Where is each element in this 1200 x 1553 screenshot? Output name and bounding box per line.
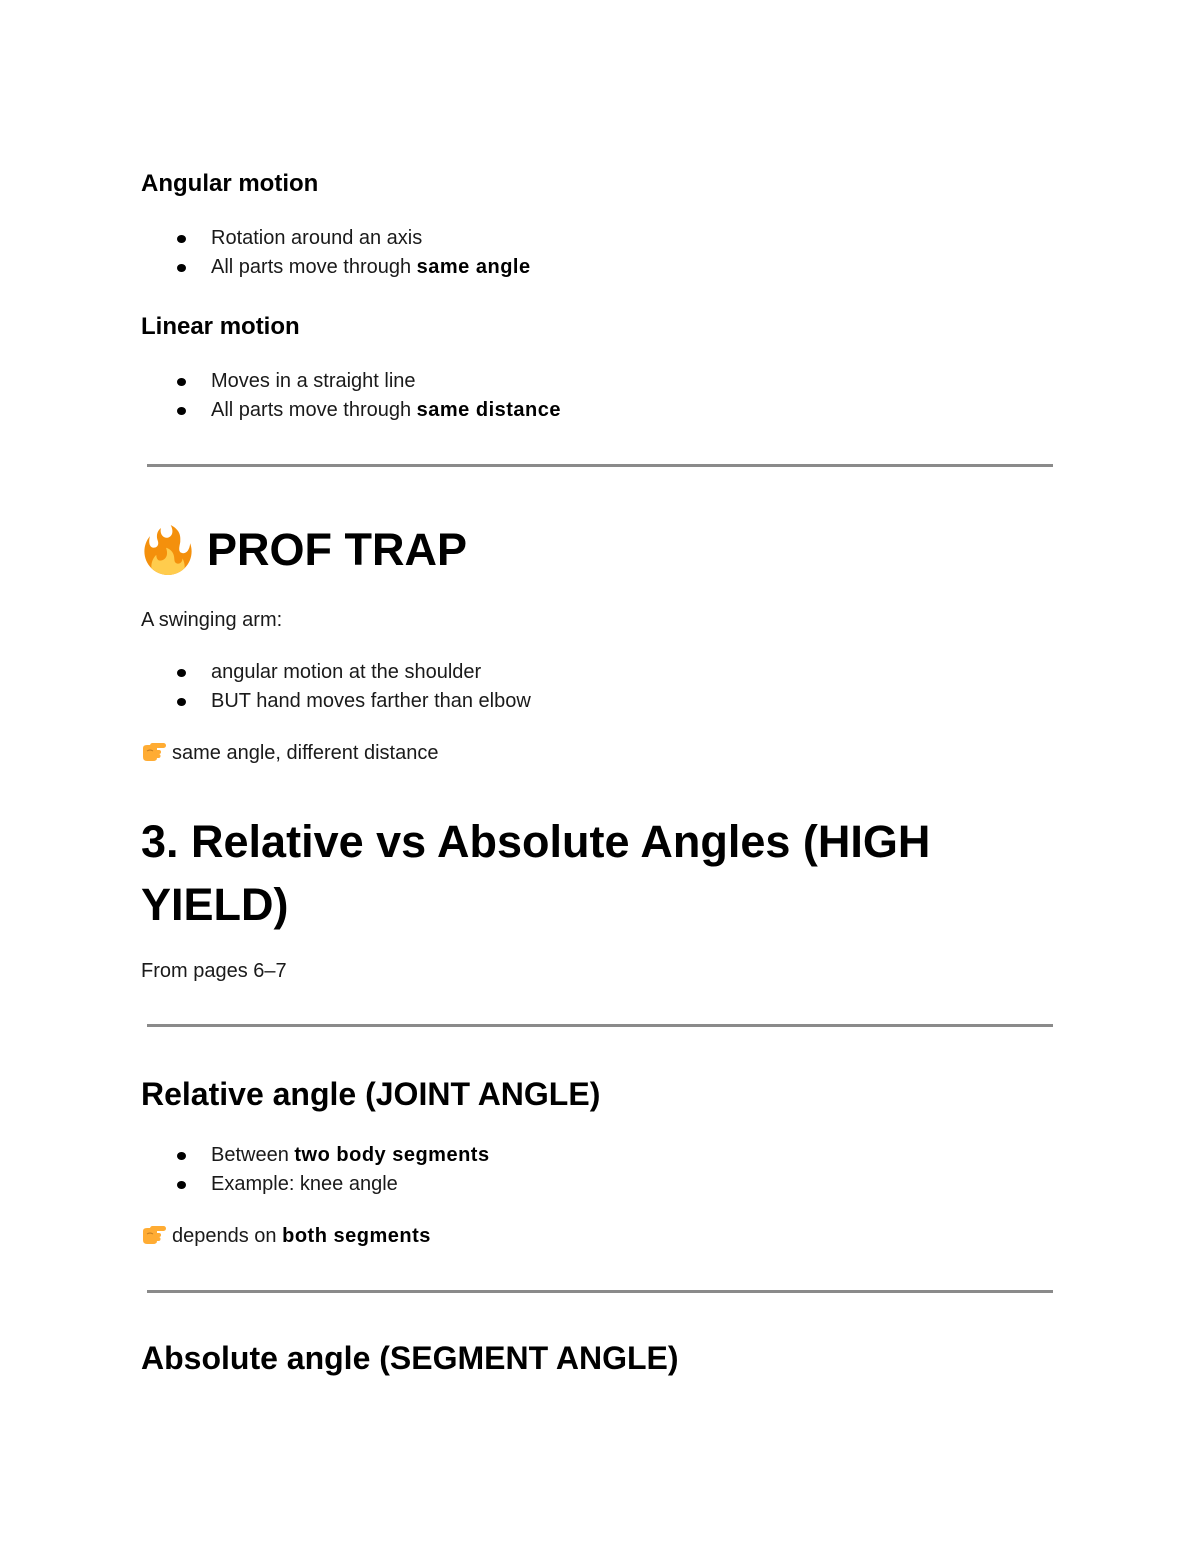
prof-trap-heading-row bbox=[143, 524, 467, 580]
horizontal-divider bbox=[147, 1024, 1053, 1027]
trap-intro-text: A swinging arm: bbox=[141, 609, 283, 631]
source-pages-text: From pages 6–7 bbox=[141, 960, 287, 982]
bullet-icon bbox=[177, 669, 186, 677]
section-3-title bbox=[141, 810, 1141, 936]
bullet-icon bbox=[177, 1152, 186, 1160]
absolute-angle-heading: Absolute angle (SEGMENT ANGLE) bbox=[141, 1340, 679, 1376]
bullet-icon bbox=[177, 407, 186, 415]
linear-motion-list bbox=[141, 367, 561, 425]
bullet-icon bbox=[177, 378, 186, 386]
relative-angle-note: depends on both segments bbox=[141, 1223, 431, 1248]
list-item: Rotation around an axis bbox=[141, 224, 531, 253]
pointing-hand-icon bbox=[141, 1223, 167, 1245]
list-item: All parts move through same angle bbox=[141, 253, 531, 282]
emphasis-text: two body segments bbox=[294, 1144, 490, 1166]
list-item: BUT hand moves farther than elbow bbox=[141, 687, 531, 716]
emphasis-text: same angle bbox=[416, 256, 531, 278]
pointing-hand-icon bbox=[141, 740, 167, 762]
emphasis-text: same distance bbox=[416, 399, 562, 421]
trap-note: same angle, different distance bbox=[141, 740, 438, 765]
linear-motion-heading: Linear motion bbox=[141, 313, 300, 340]
horizontal-divider bbox=[147, 464, 1053, 467]
list-item: Moves in a straight line bbox=[141, 367, 561, 396]
bullet-icon bbox=[177, 698, 186, 706]
fire-icon bbox=[143, 524, 193, 576]
angular-motion-list bbox=[141, 224, 531, 282]
emphasis-text: both segments bbox=[282, 1225, 431, 1247]
bullet-icon bbox=[177, 1181, 186, 1189]
section-3-title-line: 3. Relative vs Absolute Angles (HIGH bbox=[141, 816, 931, 867]
list-item: All parts move through same distance bbox=[141, 396, 561, 425]
bullet-icon bbox=[177, 235, 186, 243]
section-3-title-line: YIELD) bbox=[141, 879, 289, 930]
list-item: angular motion at the shoulder bbox=[141, 658, 531, 687]
list-item: Example: knee angle bbox=[141, 1170, 490, 1199]
trap-list bbox=[141, 658, 531, 716]
list-item: Between two body segments bbox=[141, 1141, 490, 1170]
relative-angle-list bbox=[141, 1141, 490, 1199]
horizontal-divider bbox=[147, 1290, 1053, 1293]
relative-angle-heading: Relative angle (JOINT ANGLE) bbox=[141, 1076, 601, 1112]
bullet-icon bbox=[177, 264, 186, 272]
prof-trap-title: PROF TRAP bbox=[207, 524, 468, 575]
angular-motion-heading: Angular motion bbox=[141, 170, 319, 197]
